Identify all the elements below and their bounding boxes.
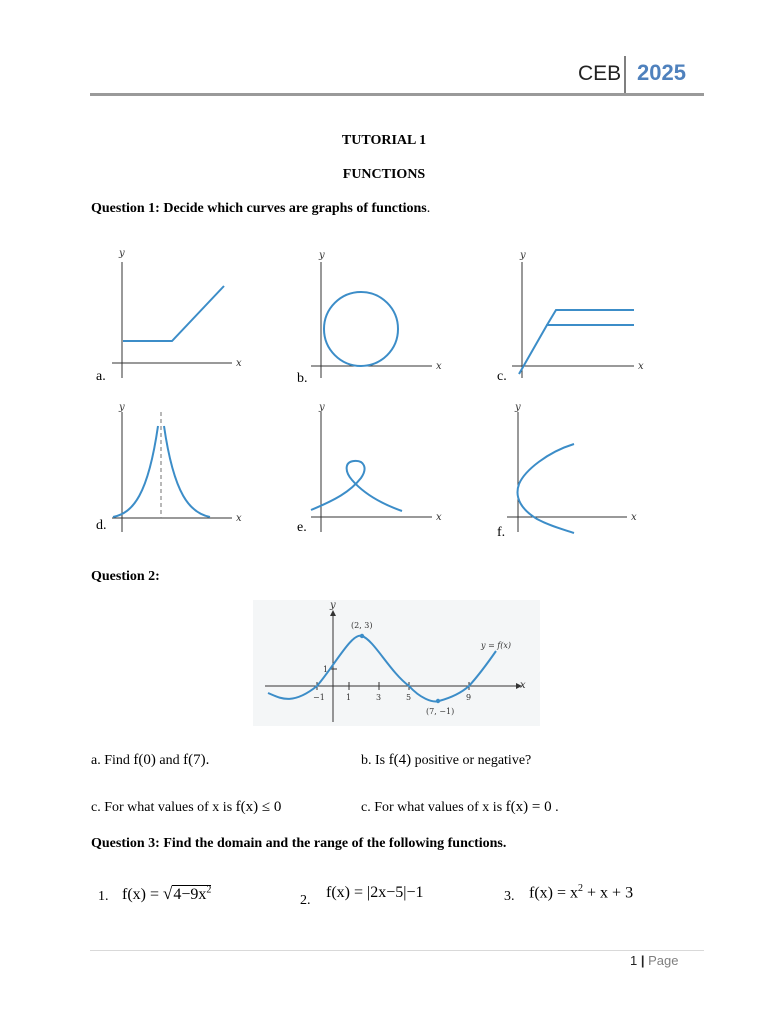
graph-a-x-label: x: [236, 358, 242, 369]
graph-a-label: a.: [96, 369, 106, 384]
q2-tick-1: 1: [346, 693, 352, 702]
q3-item-1-expr: $f(x) = √4-9x^2$: [122, 884, 212, 903]
graph-f-y-label: y: [515, 402, 521, 413]
footer-rule: [90, 950, 704, 951]
q2-part-a: a. Find f(0) and f(7).: [91, 752, 210, 768]
tutorial-subtitle: FUNCTIONS: [342, 167, 426, 182]
q3-item-2-num: 2.: [300, 893, 311, 908]
q3-item-3-expr: $f(x) = x^2 + x + 3$: [529, 883, 634, 902]
q3-item-2-expr: f(x) = |2x−5|−1: [326, 884, 424, 901]
question-2-heading: Question 2:: [91, 569, 160, 584]
graph-e-label: e.: [297, 520, 307, 535]
graph-f-label: f.: [497, 525, 506, 540]
q2-x-axis-label: x: [520, 680, 526, 691]
q2-y-axis-label: y: [330, 600, 336, 611]
graph-e-x-label: x: [436, 512, 442, 523]
graph-c-y-label: y: [520, 250, 526, 261]
q2-tick-3: 3: [376, 693, 382, 702]
q2-curve-label: y = f(x): [481, 641, 512, 650]
q2-part-c1: c. For what values of x is f(x) ≤ 0: [91, 799, 282, 815]
q2-tick-9: 9: [466, 693, 472, 702]
graph-d-y-label: y: [119, 402, 125, 413]
question-1-heading: Question 1: Decide which curves are graphs of functions.: [91, 201, 431, 216]
graph-f-x-label: x: [631, 512, 637, 523]
question-3-heading: Question 3: Find the domain and the range of the following functions.: [91, 836, 507, 851]
graph-a-y-label: y: [119, 248, 125, 259]
graph-b-x-label: x: [436, 361, 442, 372]
q2-tick-neg1: −1: [313, 693, 325, 702]
footer-page: 1 | Page: [630, 953, 679, 968]
header-year: 2025: [637, 60, 686, 85]
graph-d-x-label: x: [236, 513, 242, 524]
graph-background: [253, 600, 540, 726]
q2-tick-5: 5: [406, 693, 412, 702]
page-number: 1: [630, 953, 638, 968]
q2-min-point: [436, 699, 440, 703]
graph-b-y-label: y: [319, 250, 325, 261]
q2-part-b: b. Is f(4) positive or negative?: [361, 752, 532, 768]
q2-tick-y1: 1: [323, 665, 329, 674]
q2-min-label: (7, −1): [426, 707, 455, 716]
header-org: CEB: [578, 62, 622, 85]
graph-c-x-label: x: [638, 361, 644, 372]
tutorial-title: TUTORIAL 1: [341, 133, 427, 148]
graph-c-label: c.: [497, 369, 507, 384]
q3-item-3-num: 3.: [504, 889, 515, 904]
q2-max-point: [360, 634, 364, 638]
graph-d-label: d.: [96, 518, 107, 533]
q2-part-c2: c. For what values of x is f(x) = 0 .: [361, 799, 559, 815]
q3-item-1-num: 1.: [98, 889, 109, 904]
graph-b-label: b.: [297, 371, 308, 386]
graph-e-y-label: y: [319, 402, 325, 413]
q2-max-label: (2, 3): [351, 621, 373, 630]
